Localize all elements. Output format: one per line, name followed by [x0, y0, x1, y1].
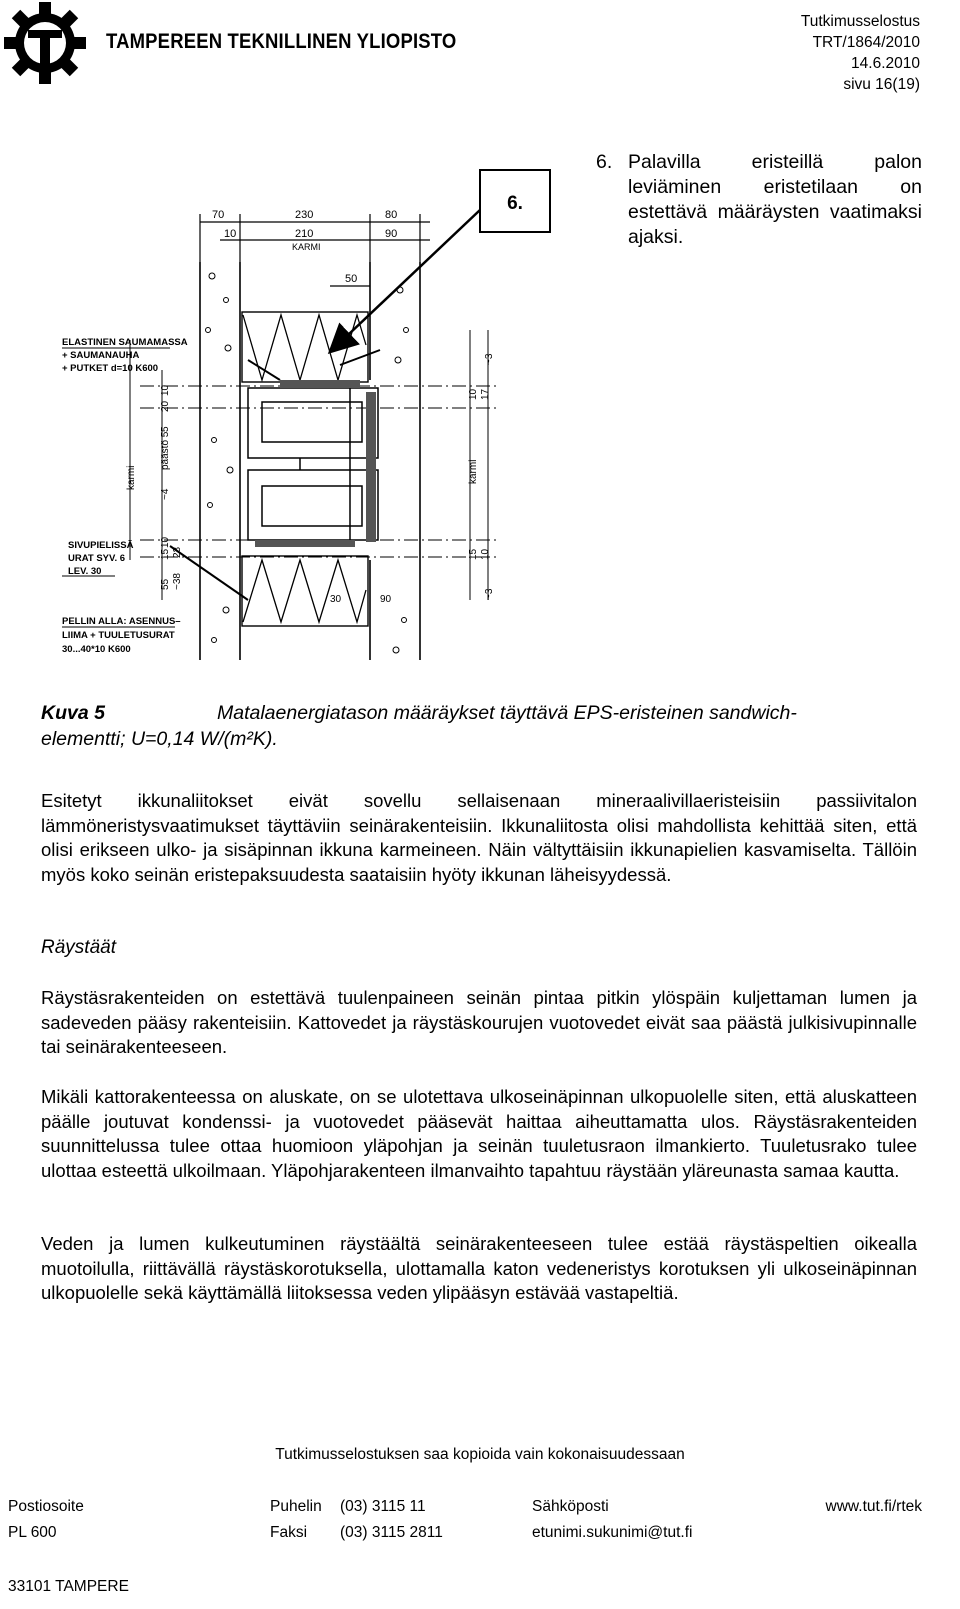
- footer-fax: (03) 3115 2811: [340, 1524, 443, 1541]
- label-elastinen: ELASTINEN SAUMAMASSA: [62, 337, 188, 348]
- label-k600: 30...40*10 K600: [62, 644, 131, 655]
- section-heading-raystaat: Räystäät: [41, 937, 116, 958]
- footer-postal-box: PL 600: [8, 1524, 57, 1541]
- doc-date: 14.6.2010: [851, 55, 920, 72]
- label-urat: URAT SYV. 6: [68, 553, 126, 564]
- sdim-20: 20: [160, 400, 171, 412]
- sdim-5: 5: [160, 426, 171, 432]
- note-text: Palavilla eristeillä palon leviäminen eristetilaan on estettävä määräysten vaatimaksi ajaksi.: [628, 151, 922, 248]
- sdim-10c: 10: [468, 388, 479, 400]
- vlabel-karmi-left: karmi: [126, 465, 137, 490]
- footer-fax-label: Faksi: [270, 1524, 308, 1541]
- vlabel-karmi-right: karmi: [468, 459, 479, 484]
- sdim-55: 55: [160, 578, 171, 590]
- footer-phone-label: Puhelin: [270, 1498, 322, 1515]
- footer-website-link[interactable]: www.tut.fi/rtek: [825, 1498, 922, 1515]
- dim-karmi: KARMI: [292, 242, 321, 252]
- sdim-23: 23: [172, 546, 183, 558]
- paragraph-4: Veden ja lumen kulkeutuminen räystäältä seinärakenteeseen tulee estää räystäspeltien oikealla muotoilulla, riittävällä räystäskorotuksella, ulottamalla katon vedeneristys korotuksen yli ulkoseinäpinnan ulkopuolelle sekä käyttämällä liitoksessa veden ylipääsyn estävää vastapeltiä.: [41, 1233, 917, 1303]
- sdim-38: ~38: [172, 573, 183, 590]
- footer-postal-city: 33101 TAMPERE: [8, 1578, 129, 1595]
- note-number: 6.: [596, 151, 613, 173]
- sdim-10d: 10: [480, 548, 491, 560]
- sdim-30: 30: [330, 594, 342, 605]
- label-putket: + PUTKET d=10 K600: [62, 363, 159, 374]
- sdim-15: 15: [160, 548, 171, 560]
- marker-label: 6.: [507, 193, 523, 214]
- sdim-17: 17: [480, 388, 491, 400]
- sdim-10b: 10: [160, 536, 171, 548]
- figure-note: [596, 150, 922, 250]
- paragraph-3: Mikäli kattorakenteessa on aluskate, on se ulotettava ulkoseinäpinnan ulkopuolelle siten, että aluskatteen päälle joutuvat kondenssi- ja vuotovedet pääsevät haittaa aiheuttamatta ulos. Räystäsrakenteiden suunnittelussa tulee ottaa huomioon yläpohjan ja seinän tuuletusraon ilmankierto. Tuuletusrako tulee ulottaa esteettä ulkoilmaan. Yläpohjarakenteen ilmanvaihto tapahtuu räystään yläreunasta samaa kautta.: [41, 1086, 917, 1181]
- footer-phone: (03) 3115 11: [340, 1498, 426, 1515]
- sdim-3a: ~3: [484, 353, 495, 365]
- paragraph-2: Räystäsrakenteiden on estettävä tuulenpaineen seinän pintaa pitkin ylöspäin kuljettaman lumen ja sadeveden pääsy rakenteisiin. Kattovedet ja räystäskourujen vuotovedet eivät saa päästä julkisivupinnalle tai seinärakenteeseen.: [41, 987, 917, 1057]
- dim-80: 80: [385, 209, 398, 221]
- footer-email-label: Sähköposti: [532, 1498, 609, 1515]
- sdim-15b: 15: [468, 548, 479, 560]
- dim-10: 10: [224, 228, 237, 240]
- dim-70: 70: [212, 209, 225, 221]
- caption-text-1: Matalaenergiatason määräykset täyttävä EPS-eristeinen sandwich-: [217, 702, 797, 724]
- label-saumanauha: + SAUMANAUHA: [62, 350, 140, 361]
- dim-230: 230: [295, 209, 314, 221]
- footer-email-link[interactable]: etunimi.sukunimi@tut.fi: [532, 1524, 693, 1541]
- sdim-10a: 10: [160, 384, 171, 396]
- sdim-4: ~4: [160, 488, 171, 500]
- sdim-90: 90: [380, 594, 392, 605]
- caption-label: Kuva 5: [41, 702, 105, 724]
- document-meta: [801, 11, 920, 95]
- label-pellin: PELLIN ALLA: ASENNUS–: [62, 616, 181, 627]
- dim-90: 90: [385, 228, 398, 240]
- caption-text-2: elementti; U=0,14 W/(m²K).: [41, 728, 278, 750]
- footer-postal-label: Postiosoite: [8, 1498, 84, 1515]
- doc-number: TRT/1864/2010: [812, 34, 920, 51]
- label-liima: LIIMA + TUULETUSURAT: [62, 630, 175, 641]
- dim-50: 50: [345, 273, 358, 285]
- label-lev: LEV. 30: [68, 566, 102, 577]
- copy-notice: Tutkimusselostuksen saa kopioida vain kokonaisuudessaan: [275, 1446, 685, 1463]
- page-number: sivu 16(19): [843, 76, 920, 93]
- label-sivupielissa: SIVUPIELISSÄ: [68, 540, 134, 551]
- tut-gear-logo: [2, 0, 88, 86]
- figure-caption: [41, 700, 929, 752]
- paragraph-1: Esitetyt ikkunaliitokset eivät sovellu sellaisenaan mineraalivillaeristeisiin passiivitalon lämmöneristysvaatimukset täyttäviin seinärakenteisiin. Ikkunaliitosta olisi mahdollista kehittää siten, että olisi erikseen ulko- ja sisäpinnan ikkuna karmeineen. Näin vältyttäisiin ikkunapielien kasvamiselta. Tällöin myös koko seinän eristepaksuudesta saataisiin hyöty ikkunan läheisyydessä.: [41, 790, 917, 885]
- dim-210: 210: [295, 228, 314, 240]
- vlabel-paasto: päästö 5: [160, 431, 171, 470]
- university-name: TAMPEREEN TEKNILLINEN YLIOPISTO: [106, 30, 457, 53]
- doc-type: Tutkimusselostus: [800, 13, 920, 30]
- sdim-3b: ~3: [484, 588, 495, 600]
